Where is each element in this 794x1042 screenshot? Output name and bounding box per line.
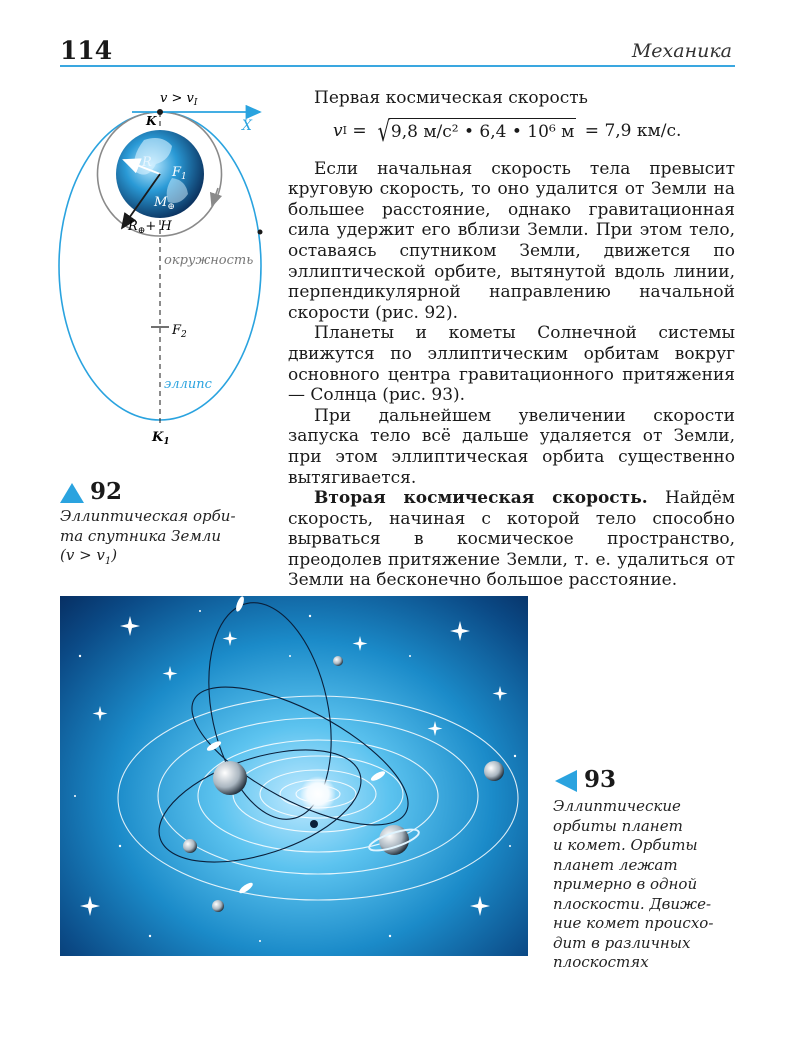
solar-system-illustration [60,596,528,956]
k1-label: $K_1$ [152,430,170,447]
m-label: $M_\oplus$ [154,195,175,212]
velocity-label: $v > v_I$ [160,91,198,108]
caption-line: та спутника Земли [60,526,222,545]
paragraph-planets: Планеты и кометы Солнечной системы движутся по эллиптическим орбитам вокруг основного центра гравитационного притяжения — Солнца (рис. 93). [288,323,735,406]
x-axis-label: X [242,118,252,134]
comet-icon [370,769,387,782]
paragraph-second-speed: Вторая космическая скорость. Найдём скорость, начиная с которой тело способно вырваться в космическое пространство, преодолев притяжение Земли, т. е. удалиться от Земли на бесконечно большое расстояние. [288,488,735,591]
planet-icon [333,656,343,666]
point-right [258,230,263,235]
planet-icon [212,900,224,912]
saturn-icon [367,825,421,855]
formula-first-cosmic-speed: v I = √ 9,8 м/с² • 6,4 • 10⁶ м = 7,9 км/с. [333,114,682,148]
figure-93-solar-system [60,596,528,956]
caption-line: примерно в одной [553,875,698,893]
paragraph-elliptic-orbit: Если начальная скорость тела превысит круговую скорость, то оно удалится от Земли на большее расстояние, однако гравитационная сила удержит его вблизи Земли. При этом тело, оставаясь спутником Земли, движется по эллиптической орбите, вытянутой вдоль линии, перпендикулярной направлению начальной скорости (рис. 92). [288,158,735,323]
caption-line: и комет. Орбиты [553,836,698,854]
header-rule [60,65,735,67]
caption-triangle-icon [60,483,84,503]
f1-label: $F_1$ [172,165,187,182]
planet-icon [213,761,247,795]
figure-92-number: 92 [90,478,123,505]
body-text [288,88,735,591]
stars [74,610,516,942]
running-title: Механика [631,40,732,62]
caption-line: $(v > v_1)$ [60,546,118,567]
caption-line: планет лежат [553,855,678,874]
caption-line: плоскостях [553,953,649,971]
figure-93-caption [553,797,733,973]
figure-93-number: 93 [584,766,617,793]
caption-line: Эллиптические [553,797,681,815]
caption-line: ние комет происхо- [553,914,714,932]
k-label: K [146,114,157,128]
point-k [157,109,163,115]
circle-label: окружность [164,253,254,268]
ellipse-label: эллипс [164,377,212,392]
caption-line: Эллиптическая орби- [60,507,236,525]
sun-icon [300,776,336,812]
r-earth-label: $R_\oplus+ H$ [128,219,172,236]
square-root: √ 9,8 м/с² • 6,4 • 10⁶ м [377,114,575,148]
r-label: R [142,155,152,170]
caption-line: дит в различных [553,933,691,952]
figure-92-elliptical-orbit [52,78,282,453]
figure-92-caption [60,507,270,572]
caption-triangle-left-icon [555,770,577,792]
caption-line: плоскости. Движе- [553,894,712,913]
planet-icon [310,820,318,828]
planet-icon [183,839,197,853]
f2-label: $F_2$ [172,323,187,340]
planet-icon [484,761,504,781]
caption-line: орбиты планет [553,816,683,835]
paragraph-further-increase: При дальнейшем увеличении скорости запуска тело всё дальше удаляется от Земли, при этом эллиптическая орбита существенно вытягивается. [288,405,735,488]
paragraph-first-speed: Первая космическая скорость [314,88,588,108]
page-number: 114 [60,36,113,65]
